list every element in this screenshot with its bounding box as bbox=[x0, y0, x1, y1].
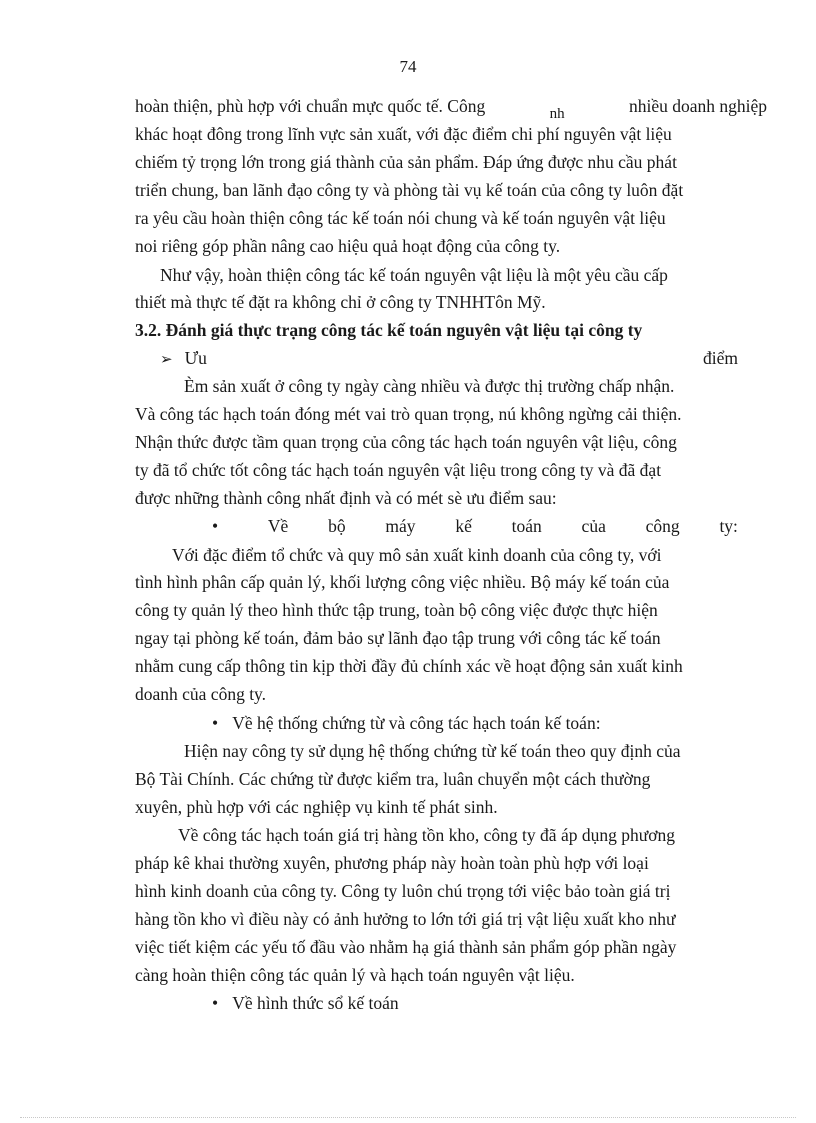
arrow-bullet-icon: ➢ bbox=[160, 352, 173, 368]
para4-line1: Với đặc điểm tổ chức và quy mô sản xuất kinh doanh của công ty, với bbox=[172, 545, 662, 565]
bullet1-word: ty: bbox=[719, 516, 738, 536]
footer-divider bbox=[20, 1117, 796, 1118]
bullet1-word: của bbox=[581, 516, 606, 536]
para1-line5: ra yêu cầu hoàn thiện công tác kế toán nói chung và kế toán nguyên vật liệu bbox=[135, 208, 666, 228]
para5-line1: Hiện nay công ty sử dụng hệ thống chứng từ kế toán theo quy định của bbox=[184, 741, 681, 761]
bullet-item-chung-tu bbox=[212, 713, 601, 733]
bullet1-word: công bbox=[645, 516, 680, 536]
para1-line1-subscript: nh bbox=[549, 106, 565, 122]
bullet-item-ke-toan bbox=[212, 516, 738, 536]
para3-line1: Èm sản xuất ở công ty ngày càng nhiều và được thị trường chấp nhận. bbox=[184, 376, 675, 396]
bullet2-text: Về hệ thống chứng từ và công tác hạch toán kế toán: bbox=[232, 713, 601, 733]
para2-line2: thiết mà thực tế đặt ra không chỉ ở công ty TNHHTôn Mỹ. bbox=[135, 292, 546, 312]
para6-line1: Về công tác hạch toán giá trị hàng tồn kho, công ty đã áp dụng phương bbox=[178, 825, 675, 845]
para1-line3: chiếm tỷ trọng lớn trong giá thành của sản phẩm. Đáp ứng được nhu cầu phát bbox=[135, 152, 677, 172]
para1-line1-end: nhiều doanh nghiệp bbox=[628, 96, 767, 116]
para3-line4: ty đã tổ chức tốt công tác hạch toán nguyên vật liệu trong công ty và đã đạt bbox=[135, 460, 662, 480]
para1-line4: triển chung, ban lãnh đạo công ty và phòng tài vụ kế toán của công ty luôn đặt bbox=[135, 180, 684, 200]
bullet3-text: Về hình thức sổ kế toán bbox=[232, 993, 399, 1013]
para6-line2: pháp kê khai thường xuyên, phương pháp này hoàn toàn phù hợp với loại bbox=[135, 853, 649, 873]
para6-line6: càng hoàn thiện công tác quản lý và hạch toán nguyên vật liệu. bbox=[135, 965, 575, 985]
para3-line2: Và công tác hạch toán đóng mét vai trò quan trọng, nú không ngừng cải thiện. bbox=[135, 404, 682, 424]
para6-line4: hàng tồn kho vì điều này có ảnh hưởng to lớn tới giá trị vật liệu xuất kho như bbox=[135, 909, 676, 929]
advantages-heading bbox=[160, 348, 738, 370]
para4-line5: nhằm cung cấp thông tin kịp thời đầy đủ chính xác về hoạt động sản xuất kinh bbox=[135, 656, 683, 676]
advantages-label-b: điểm bbox=[703, 348, 738, 368]
bullet1-word: bộ bbox=[328, 516, 346, 536]
bullet1-word: toán bbox=[511, 516, 542, 536]
para4-line2: tình hình phân cấp quản lý, khối lượng công việc nhiều. Bộ máy kế toán của bbox=[135, 572, 670, 592]
advantages-label-a: Ưu bbox=[184, 348, 207, 368]
para5-line3: xuyên, phù hợp với các nghiệp vụ kinh tế phát sinh. bbox=[135, 797, 498, 817]
bullet1-word: kế bbox=[455, 516, 472, 536]
para1-line6: noi riêng góp phần nâng cao hiệu quả hoạt động của công ty. bbox=[135, 236, 561, 256]
section-heading: 3.2. Đánh giá thực trạng công tác kế toán nguyên vật liệu tại công ty bbox=[135, 320, 643, 340]
para4-line3: công ty quản lý theo hình thức tập trung, toàn bộ công việc được thực hiện bbox=[135, 600, 658, 620]
para1-line2: khác hoạt đông trong lĩnh vực sản xuất, với đặc điểm chi phí nguyên vật liệu bbox=[135, 124, 672, 144]
para3-line5: được những thành công nhất định và có mét sè ưu điểm sau: bbox=[135, 488, 557, 508]
bullet-item-so-ke-toan bbox=[212, 993, 399, 1013]
para6-line3: hình kinh doanh của công ty. Công ty luôn chú trọng tới việc bảo toàn giá trị bbox=[135, 881, 671, 901]
para6-line5: việc tiết kiệm các yếu tố đầu vào nhằm hạ giá thành sản phẩm góp phần ngày bbox=[135, 937, 677, 957]
page-number: 74 bbox=[399, 57, 417, 76]
para1-line1-text: hoàn thiện, phù hợp với chuẩn mực quốc tế. Công bbox=[135, 96, 486, 116]
para1-line1 bbox=[135, 96, 767, 122]
bullet1-word: • Về bbox=[267, 516, 289, 536]
para2-line1: Như vậy, hoàn thiện công tác kế toán nguyên vật liệu là một yêu cầu cấp bbox=[160, 265, 668, 285]
para3-line3: Nhận thức được tầm quan trọng của công tác hạch toán nguyên vật liệu, công bbox=[135, 432, 677, 452]
para5-line2: Bộ Tài Chính. Các chứng từ được kiểm tra, luân chuyển một cách thường bbox=[135, 769, 651, 789]
para4-line6: doanh của công ty. bbox=[135, 684, 267, 704]
para4-line4: ngay tại phòng kế toán, đảm bảo sự lãnh đạo tập trung với công tác kế toán bbox=[135, 628, 661, 648]
advantages-label-start bbox=[160, 348, 207, 370]
bullet1-word: máy bbox=[385, 516, 416, 536]
